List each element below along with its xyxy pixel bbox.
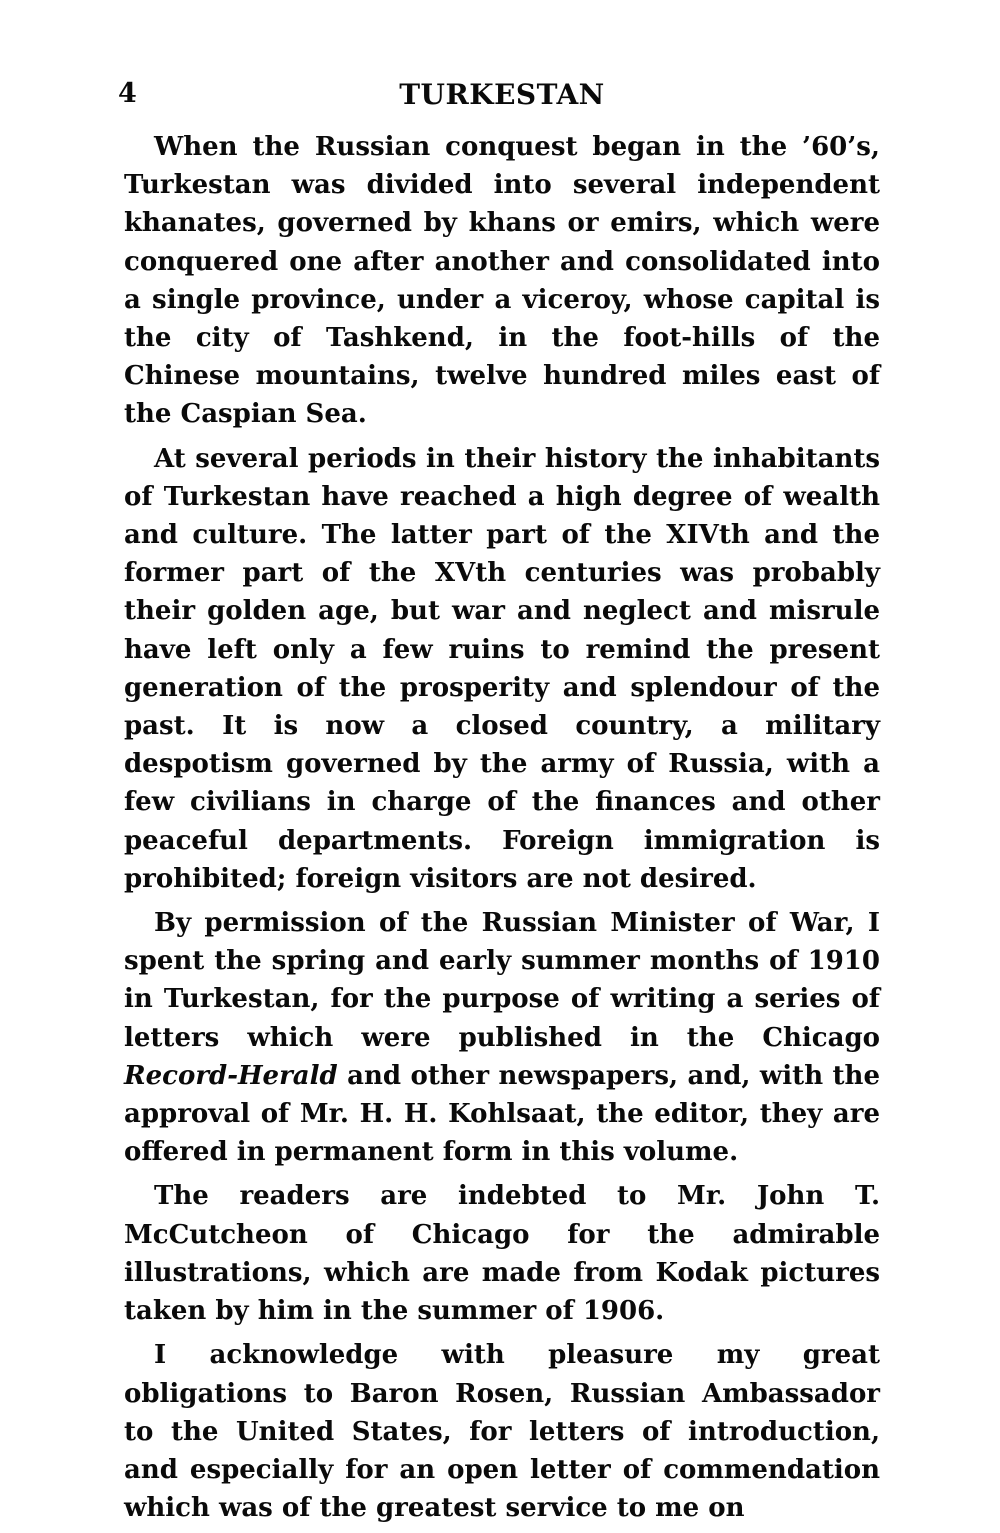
paragraph-acknowledgement: I acknowledge with pleasure my great obligations to Baron Rosen, Russian Ambassador to the United States, for letters of introduction, and especially for an open letter of commendation which was of the greatest service to me on xyxy=(124,1340,880,1524)
paragraph-text-part: and other newspapers, and, with the approval of Mr. H. H. Kohlsaat, the editor, they are offered in permanent form in this volume. xyxy=(124,1060,880,1168)
page-number: 4 xyxy=(118,78,137,109)
running-title: TURKESTAN xyxy=(399,78,605,111)
paragraph-illustrations: The readers are indebted to Mr. John T. McCutcheon of Chicago for the admirable illustrations, which are made from Kodak pictures taken by him in the summer of 1906. xyxy=(124,1181,880,1327)
paragraph-permission xyxy=(124,904,880,1171)
paragraph-text-part: By permission of the Russian Minister of War, I spent the spring and early summer months of 1910 in Turkestan, for the purpose of writing a series of letters which were published in the Chicago xyxy=(124,908,880,1053)
page-header xyxy=(118,78,880,118)
paragraph-history: At several periods in their history the inhabitants of Turkestan have reached a high degree of wealth and culture. The latter part of the XIVth and the former part of the XVth centuries was probably their golden age, but war and neglect and misrule have left only a few ruins to remind the present generation of the prosperity and splendour of the past. It is now a closed country, a military despotism governed by the army of Russia, with a few civilians in charge of the finances and other peaceful departments. Foreign immigration is prohibited; foreign visitors are not desired. xyxy=(124,443,880,894)
book-page xyxy=(118,78,880,1533)
newspaper-title: Record-Herald xyxy=(124,1060,338,1091)
paragraph-russian-conquest: When the Russian conquest began in the ’60’s, Turkestan was divided into several independent khanates, governed by khans or emirs, which were conquered one after another and consolidated into a single province, under a viceroy, whose capital is the city of Tashkend, in the foot-hills of the Chinese mountains, twelve hundred miles east of the Caspian Sea. xyxy=(124,132,880,430)
